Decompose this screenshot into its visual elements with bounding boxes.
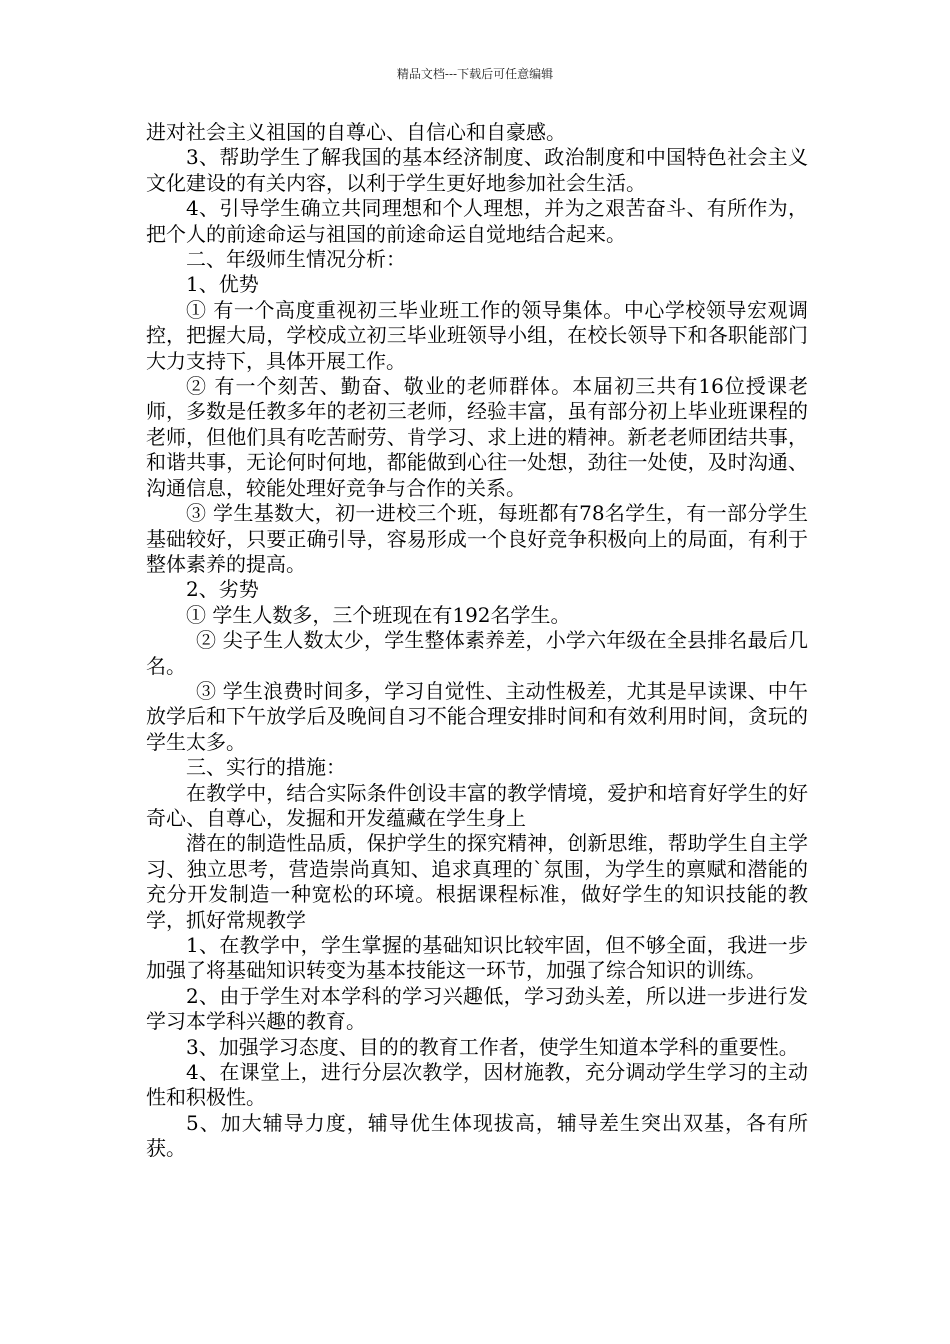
page-header: 精品文档---下载后可任意编辑 — [396, 67, 554, 81]
paragraph: 3、加强学习态度、目的的教育工作者，使学生知道本学科的重要性。 — [186, 1034, 799, 1059]
document-body — [146, 120, 808, 1162]
paragraph: 2、由于学生对本学科的学习兴趣低，学习劲头差，所以进一步进行发学习本学科兴趣的教育。 — [146, 983, 808, 1034]
paragraph: 潜在的制造性品质，保护学生的探究精神，创新思维，帮助学生自主学习、独立思考，营造崇尚真知、追求真理的`氛围，为学生的禀赋和潜能的充分开发制造一种宽松的环境。根据课程标准，做好学生的知识技能的教学，抓好常规教学 — [146, 831, 808, 932]
paragraph: ③ 学生基数大，初一进校三个班，每班都有78名学生，有一部分学生基础较好，只要正确引导，容易形成一个良好竞争积极向上的局面，有利于整体素养的提高。 — [146, 501, 808, 576]
paragraph: 3、帮助学生了解我国的基本经济制度、政治制度和中国特色社会主义文化建设的有关内容，以利于学生更好地参加社会生活。 — [146, 145, 808, 195]
paragraph: ③ 学生浪费时间多，学习自觉性、主动性极差，尤其是早读课、中午放学后和下午放学后及晚间自习不能合理安排时间和有效利用时间，贪玩的学生太多。 — [146, 678, 808, 754]
paragraph: ② 尖子生人数太少，学生整体素养差，小学六年级在全县排名最后几名。 — [146, 628, 808, 678]
paragraph: 在教学中，结合实际条件创设丰富的教学情境，爱护和培育好学生的好奇心、自尊心，发掘和开发蕴藏在学生身上 — [146, 780, 808, 830]
paragraph: 三、实行的措施： — [186, 755, 346, 780]
paragraph: ① 有一个高度重视初三毕业班工作的领导集体。中心学校领导宏观调控，把握大局，学校成立初三毕业班领导小组，在校长领导下和各职能部门大力支持下，具体开展工作。 — [146, 297, 808, 373]
paragraph: 2、劣势 — [186, 577, 259, 602]
paragraph: 4、引导学生确立共同理想和个人理想，并为之艰苦奋斗、有所作为，把个人的前途命运与祖国的前途命运自觉地结合起来。 — [146, 196, 808, 246]
paragraph: ① 学生人数多，三个班现在有192名学生。 — [186, 602, 571, 627]
paragraph: 进对社会主义祖国的自尊心、自信心和自豪感。 — [146, 120, 566, 144]
paragraph: 5、加大辅导力度，辅导优生体现拔高，辅导差生突出双基，各有所获。 — [146, 1110, 808, 1161]
paragraph: 4、在课堂上，进行分层次教学，因材施教，充分调动学生学习的主动性和积极性。 — [146, 1060, 808, 1110]
paragraph: 1、优势 — [186, 272, 259, 297]
paragraph: ② 有一个刻苦、勤奋、敬业的老师群体。本届初三共有16位授课老师，多数是任教多年的老初三老师，经验丰富，虽有部分初上毕业班课程的老师，但他们具有吃苦耐劳、肯学习、求上进的精神。新老老师团结共事，和谐共事，无论何时何地，都能做到心往一处想，劲往一处使，及时沟通、沟通信息，较能处理好竞争与合作的关系。 — [146, 374, 808, 500]
paragraph: 二、年级师生情况分析： — [186, 247, 406, 272]
paragraph: 1、在教学中，学生掌握的基础知识比较牢固，但不够全面，我进一步加强了将基础知识转变为基本技能这一环节，加强了综合知识的训练。 — [146, 933, 808, 983]
